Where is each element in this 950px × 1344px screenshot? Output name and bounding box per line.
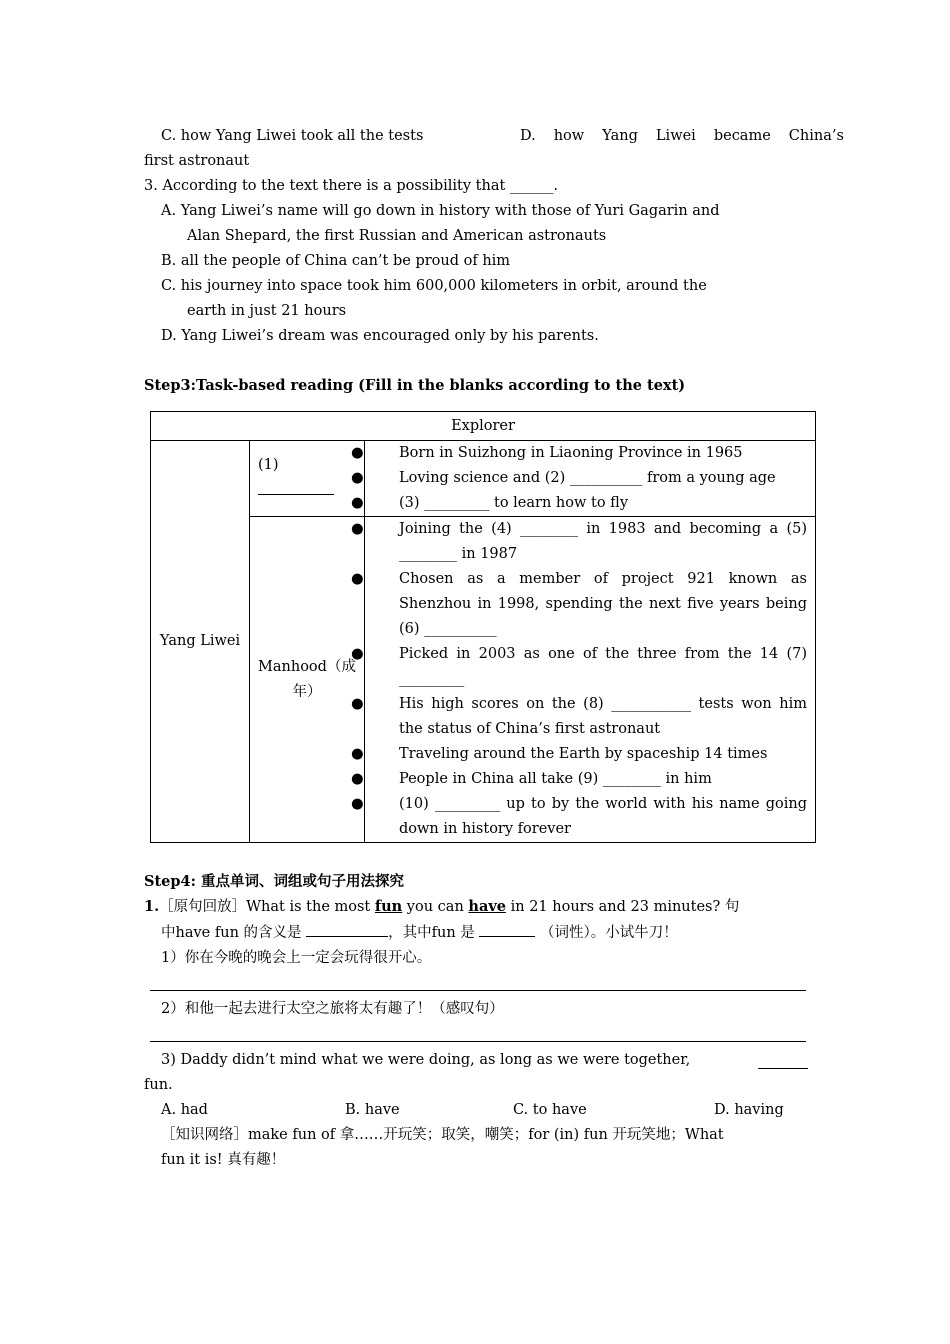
step3-heading: Step3:Task-based reading (Fill in the blanks according to the text) <box>144 377 686 394</box>
answer-line-2[interactable] <box>150 1041 806 1042</box>
list-item: ● Born in Suizhong in Liaoning Province in 1965 <box>351 445 743 461</box>
list-item: ● Traveling around the Earth by spaceship 14 times <box>351 746 768 762</box>
q2-option-d-continued: first astronaut <box>144 153 250 169</box>
row2-label-cell: Manhood（成年） <box>250 517 365 843</box>
exercise-3-blank[interactable] <box>758 1052 808 1069</box>
word-fun: fun <box>374 898 403 915</box>
row1-blank[interactable] <box>258 478 334 495</box>
q3-option-d: D. Yang Liwei’s dream was encouraged only by his parents. <box>161 328 599 344</box>
q3-option-c: C. his journey into space took him 600,000 kilometers in orbit, around the <box>161 278 707 294</box>
knowledge-network: ［知识网络］make fun of 拿……开玩笑；取笑，嘲笑；for (in) fun 开玩笑地；What <box>161 1127 724 1143</box>
step4-item1-continued: 中have fun 的含义是 ，其中fun 是 （词性）。小试牛刀！ <box>144 920 808 946</box>
exercise-3: 3) Daddy didn’t mind what we were doing, as long as we were together, <box>144 1048 808 1073</box>
document-page <box>144 124 844 1173</box>
list-item: ● People in China all take (9) ________ in him <box>351 771 712 787</box>
row2-items-cell <box>351 517 816 843</box>
q3-option-c-continued: earth in just 21 hours <box>187 303 347 319</box>
table-header-explorer: Explorer <box>151 412 816 441</box>
step4-item1: 1.［原句回放］What is the most fun you can have in 21 hours and 23 minutes? 句 <box>144 898 740 915</box>
q2-option-d: D. how Yang Liwei became China’s <box>520 128 844 144</box>
knowledge-network-continued: fun it is! 真有趣！ <box>161 1152 286 1168</box>
task-reading-table <box>150 411 816 843</box>
exercise-3-options <box>144 1098 808 1123</box>
list-item: ● Loving science and (2) __________ from a young age <box>351 470 776 486</box>
list-item: ● (10) _________ up to by the world with his name going down in history forever <box>351 796 807 837</box>
exercise-1: 1）你在今晚的晚会上一定会玩得很开心。 <box>161 950 432 966</box>
option-a[interactable]: A. had <box>161 1102 208 1118</box>
row1-label-cell: (1) <box>250 441 365 517</box>
q3-stem: 3. According to the text there is a possibility that ______. <box>144 178 559 194</box>
q3-option-b: B. all the people of China can’t be proud of him <box>161 253 511 269</box>
option-d[interactable]: D. having <box>714 1102 784 1118</box>
option-b[interactable]: B. have <box>345 1102 400 1118</box>
meaning-blank[interactable] <box>306 920 388 937</box>
q2-option-c: C. how Yang Liwei took all the tests <box>161 128 424 144</box>
exercise-3-continued: fun. <box>144 1077 173 1093</box>
answer-line-1[interactable] <box>150 990 806 991</box>
row1-items-cell <box>351 441 816 517</box>
part-of-speech-blank[interactable] <box>479 920 535 937</box>
list-item: ● Joining the (4) ________ in 1983 and becoming a (5) ________ in 1987 <box>351 521 807 562</box>
list-item: ● His high scores on the (8) ___________ tests won him the status of China’s first astronaut <box>351 696 807 737</box>
exercise-2: 2）和他一起去进行太空之旅将太有趣了！（感叹句） <box>161 1001 504 1017</box>
word-have: have <box>468 898 506 915</box>
table-person-cell: Yang Liwei <box>151 441 250 843</box>
list-item: ● Picked in 2003 as one of the three from the 14 (7) _________ <box>351 646 807 687</box>
q3-option-a-continued: Alan Shepard, the first Russian and American astronauts <box>187 228 607 244</box>
q3-option-a: A. Yang Liwei’s name will go down in history with those of Yuri Gagarin and <box>161 203 720 219</box>
list-item: ● (3) _________ to learn how to fly <box>351 495 629 511</box>
list-item: ● Chosen as a member of project 921 known as Shenzhou in 1998, spending the next five years being (6) __________ <box>351 571 807 637</box>
q2-options-cd <box>144 124 844 149</box>
option-c[interactable]: C. to have <box>513 1102 587 1118</box>
step4-heading: Step4: 重点单词、词组或句子用法探究 <box>144 873 405 890</box>
